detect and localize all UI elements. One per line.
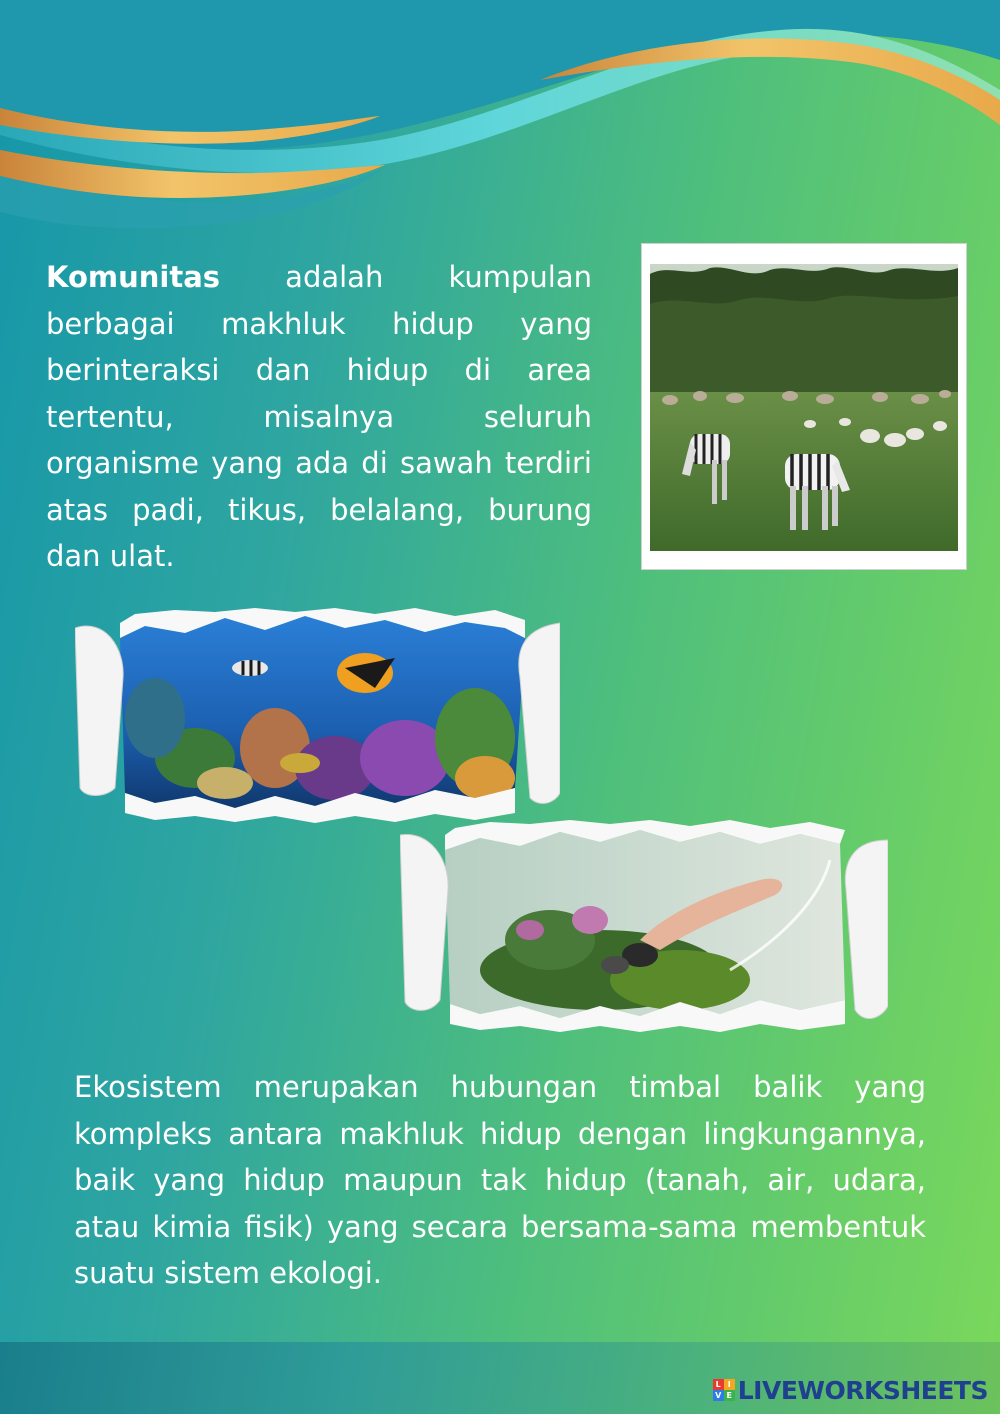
liveworksheets-wordmark: LIVEWORKSHEETS xyxy=(737,1375,988,1405)
terrarium-torn-image xyxy=(400,820,888,1032)
logo-mark-letter: I xyxy=(724,1379,735,1390)
ekosistem-paragraph: Ekosistem merupakan hubungan timbal balik yang kompleks antara makhluk hidup dengan lingkungannya, baik yang hidup maupun tak hidup (tanah, air, udara, atau kimia fisik) yang secara bersama-sama membentuk suatu sistem ekologi. xyxy=(74,1070,926,1290)
logo-mark-letter: V xyxy=(713,1390,724,1401)
liveworksheets-logo[interactable] xyxy=(713,1372,988,1408)
logo-mark-letter: L xyxy=(713,1379,724,1390)
savanna-photo xyxy=(650,264,958,551)
komunitas-paragraph xyxy=(46,254,592,580)
komunitas-definition: adalah kumpulan berbagai makhluk hidup yang berinteraksi dan hidup di area tertentu, misalnya seluruh organisme yang ada di sawah terdiri atas padi, tikus, belalang, burung dan ulat. xyxy=(46,260,592,573)
logo-mark-letter: E xyxy=(724,1390,735,1401)
top-wave-decoration xyxy=(0,0,1000,240)
coral-reef-torn-image xyxy=(75,608,560,823)
savanna-photo-frame xyxy=(641,243,967,570)
komunitas-term: Komunitas xyxy=(46,260,221,294)
liveworksheets-mark-icon xyxy=(713,1379,735,1401)
